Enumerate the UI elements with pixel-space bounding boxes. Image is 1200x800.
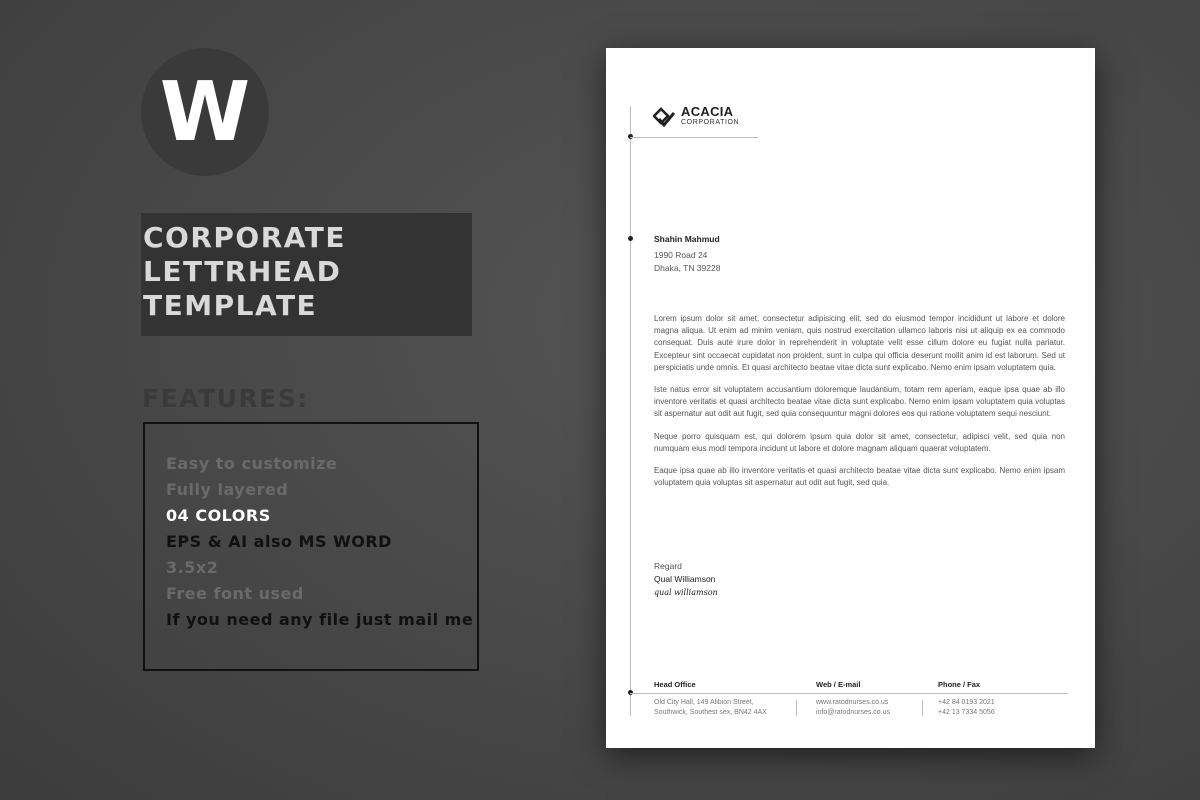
footer-line: +42 13 7334 5056 [938, 709, 995, 716]
recipient-name: Shahin Mahmud [654, 234, 720, 244]
title-line-1: CORPORATE [143, 221, 347, 254]
company-logo [653, 106, 739, 127]
handwritten-signature: qual williamson [654, 588, 718, 597]
title-line-2: LETTRHEAD [143, 255, 342, 288]
closing-regard: Regard [654, 561, 682, 571]
footer-phone-fax [938, 680, 995, 718]
letter-body [654, 313, 1065, 499]
feature-item: Fully layered [166, 480, 289, 499]
title-line-3: TEMPLATE [143, 289, 318, 322]
footer-line: Old City Hall, 149 Alibion Street, [654, 699, 754, 706]
feature-item: 04 COLORS [166, 506, 271, 525]
footer-divider [922, 700, 923, 716]
letterhead-page [606, 48, 1095, 748]
body-paragraph: Neque porro quisquam est, qui dolorem ipsum quia dolor sit amet, consectetur, adipisci velit, sed quia non numquam eius modi tempora incidunt ut labore et dolore magnam aliquam quaerat voluptatem. [654, 431, 1065, 453]
signer-name: Qual Williamson [654, 573, 716, 584]
feature-item: EPS & AI also MS WORD [166, 532, 392, 551]
features-heading: FEATURES: [142, 384, 309, 413]
company-name: ACACIA [681, 104, 734, 119]
footer-line: info@ratodnurses.co.us [816, 709, 891, 716]
feature-item: 3.5x2 [166, 558, 219, 577]
recipient-block [654, 233, 720, 275]
footer-heading: Head Office [654, 680, 696, 689]
footer-divider [796, 700, 797, 716]
recipient-address-line: Dhaka, TN 39228 [654, 263, 721, 273]
signature-block [654, 560, 718, 600]
footer-heading: Phone / Fax [938, 680, 981, 689]
footer-web-email [816, 680, 890, 718]
logo-underline [630, 137, 758, 138]
footer-line: Southwick, Southest sex, BN42 4AX [654, 709, 767, 716]
logo-letter: W [159, 65, 251, 160]
footer-line: +42 84 0193 2021 [938, 699, 995, 706]
feature-item: Easy to customize [166, 454, 338, 473]
feature-item: Free font used [166, 584, 304, 603]
body-paragraph: Lorem ipsum dolor sit amet, consectetur adipisicing elit, sed do eiusmod tempor incididunt ut labore et dolore magna aliqua. Ut enim ad minim veniam, quis nostrud exercitation ullamco laboris nisi ut aliquip ex ea commodo consequat. Duis aute irure dolor in reprehenderit in voluptate velit esse cillum dolore eu fugiat nulla pariatur. Excepteur sint occaecat cupidatat non proident, sunt in culpa qui officia deserunt mollit anim id est laborum. Sed ut perspiciatis unde omnis. Et quasi architecto beatae vitae dicta sunt explicabo. Nemo enim ipsam voluptatem quia. [654, 314, 1065, 372]
footer-heading: Web / E-mail [816, 680, 861, 689]
company-subtitle: CORPORATION [681, 119, 740, 126]
footer-line: www.ratodnurses.co.us [816, 699, 889, 706]
diamond-check-icon [653, 107, 675, 127]
rule-dot [628, 236, 633, 241]
footer-head-office [654, 680, 767, 718]
brand-logo-badge [141, 48, 269, 176]
body-paragraph: Iste natus error sit voluptatem accusantium doloremque laudantium, totam rem aperiam, eaque ipsa quae ab illo inventore veritatis et quasi architecto beatae vitae dicta sunt explicabo. Nemo enim ipsam voluptatem quia voluptas sit aspernatur aut odit aut fugit, sed quia consequuntur magni dolores eos qui ratione voluptatem sequi nesciunt. [654, 385, 1065, 419]
feature-item: If you need any file just mail me [166, 610, 474, 629]
margin-rule [630, 106, 631, 716]
body-paragraph: Eaque ipsa quae ab illo inventore veritatis et quasi architecto beatae vitae dicta sunt explicabo. Nemo enim ipsam voluptatem quia voluptas sit aspernatur aut odit aut fugit, sed quia. [654, 466, 1065, 488]
features-list [143, 422, 479, 671]
title-block [141, 213, 472, 336]
recipient-address-line: 1990 Road 24 [654, 250, 708, 260]
